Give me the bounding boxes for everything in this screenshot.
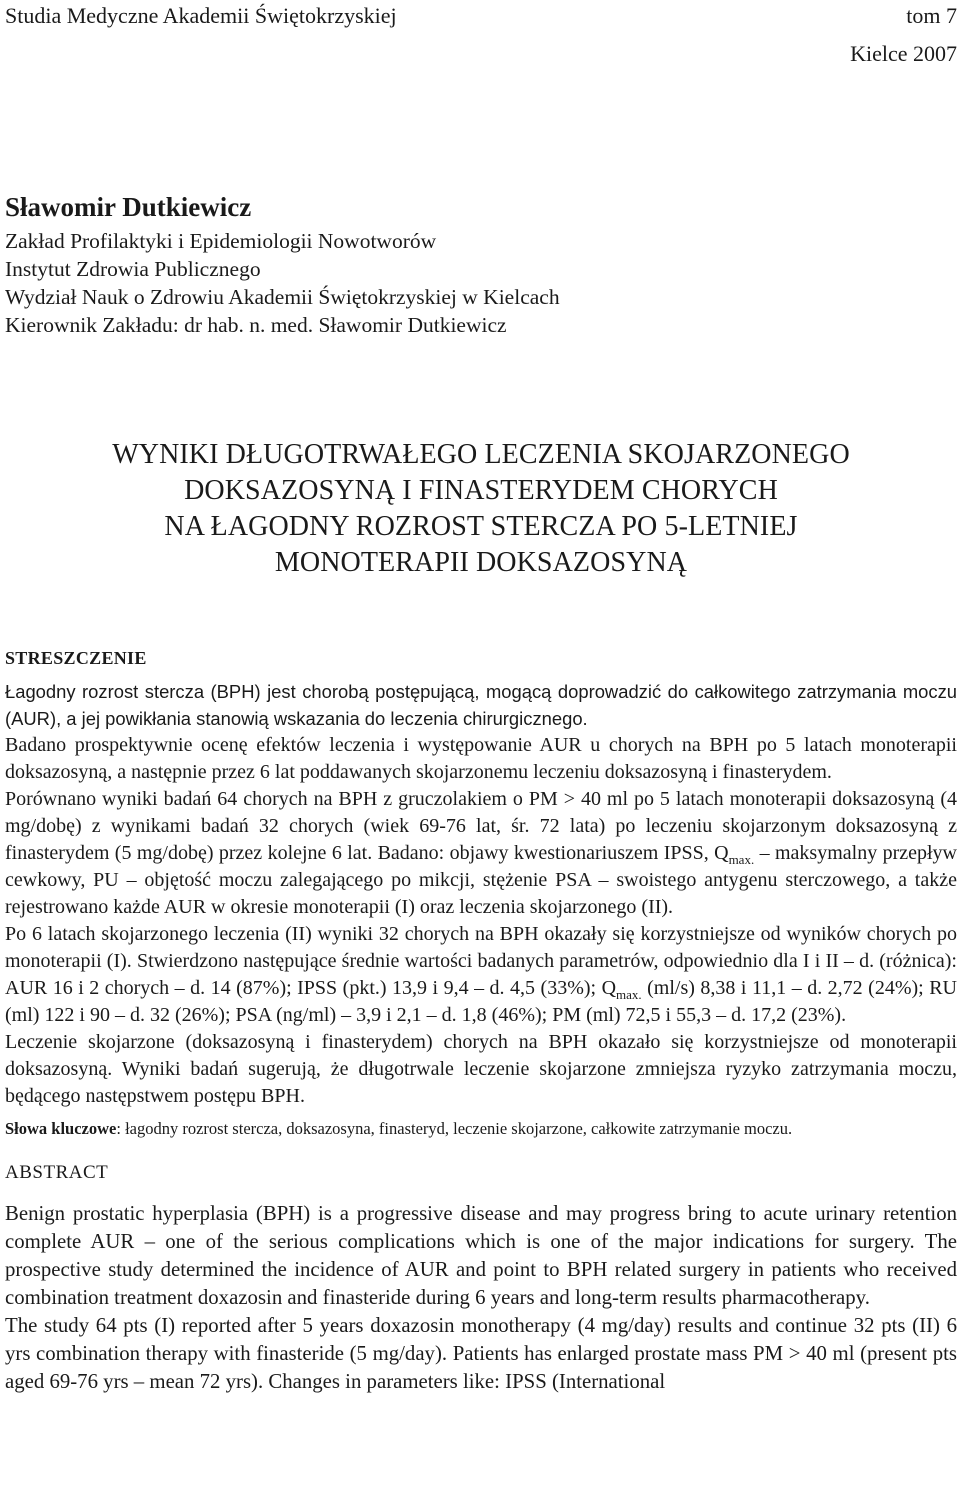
abstract-paragraph: Benign prostatic hyperplasia (BPH) is a progressive disease and may progress bring to acute urinary retention complete AUR – one of the serious complications which is one of the major indications for surgery. The prospective study determined the incidence of AUR and point to BPH related surgery in patients who received combination treatment doxazosin and finasteride during 6 years and long-term results pharmacotherapy. <box>5 1202 957 1309</box>
abstract-heading: ABSTRACT <box>5 1162 109 1183</box>
title-line: MONOTERAPII DOKSAZOSYNĄ <box>274 547 688 578</box>
journal-place-year: Kielce 2007 <box>850 41 957 66</box>
article-title <box>5 437 957 581</box>
affiliation-line: Wydział Nauk o Zdrowiu Akademii Świętokrzyskiej w Kielcach <box>5 285 560 309</box>
subscript: max. <box>616 987 642 1002</box>
paragraph-text: Po 6 latach skojarzonego leczenia (II) wyniki 32 chorych na BPH okazały się korzystniejsze od wyników chorych po monoterapii (I). Stwierdzono następujące średnie wartości badanych parametrów, odpowiednio dla I i II – d. (różnica): AUR 16 i 2 chorych – d. 14 (87%); IPSS (pkt.) 13,9 i 9,4 – d. 4,5 (33%); Q <box>5 923 957 999</box>
paragraph-text: – maksymalny przepływ cewkowy, PU – objętość moczu zalegającego po mikcji, stężenie PSA – swoistego antygenu sterczowego, a także rejestrowano każde AUR w okresie monoterapii (I) oraz leczenia skojarzonego (II). <box>5 842 957 918</box>
streszczenie-paragraph: Łagodny rozrost stercza (BPH) jest chorobą postępującą, mogącą doprowadzić do całkowitego zatrzymania moczu (AUR), a jej powikłania stanowią wskazania do leczenia chirurgicznego. <box>5 681 957 729</box>
abstract-body <box>5 1200 957 1396</box>
journal-volume: tom 7 <box>906 3 957 28</box>
journal-name: Studia Medyczne Akademii Świętokrzyskiej <box>5 3 397 28</box>
paragraph-text: Porównano wyniki badań 64 chorych na BPH z gruczolakiem o PM > 40 ml po 5 latach monoterapii doksazosyną (4 mg/dobę) z wynikami badań 32 chorych (wiek 69-76 lat, śr. 72 lata) po leczeniu skojarzonym doksazosyną z finasterydem (5 mg/dobę) przez kolejne 6 lat. Badano: objawy kwestionariuszem IPSS, Q <box>5 788 957 864</box>
author-block <box>5 190 957 339</box>
paragraph-text: (ml/s) 8,38 i 11,1 – d. 2,72 (24%); RU (ml) 122 i 90 – d. 32 (26%); PSA (ng/ml) – 3,9 i 2,1 – d. 1,8 (46%); PM (ml) 72,5 i 55,3 – d. 17,2 (23%). <box>5 977 957 1026</box>
keywords-text: : łagodny rozrost stercza, doksazosyna, finasteryd, leczenie skojarzone, całkowite zatrzymanie moczu. <box>116 1119 793 1138</box>
title-line: WYNIKI DŁUGOTRWAŁEGO LECZENIA SKOJARZONEGO <box>112 439 850 470</box>
affiliation-line: Instytut Zdrowia Publicznego <box>5 257 261 281</box>
keywords-label: Słowa kluczowe <box>5 1119 117 1138</box>
title-line: NA ŁAGODNY ROZROST STERCZA PO 5-LETNIEJ <box>164 511 798 542</box>
streszczenie-body <box>5 678 957 1110</box>
author-name: Sławomir Dutkiewicz <box>5 192 252 222</box>
streszczenie-paragraph <box>5 786 957 921</box>
keywords-line <box>5 1118 957 1140</box>
subscript: max. <box>728 852 755 867</box>
running-header <box>5 3 957 29</box>
streszczenie-paragraph: Badano prospektywnie ocenę efektów leczenia i występowanie AUR u chorych na BPH po 5 latach monoterapii doksazosyną, a następnie przez 6 lat poddawanych skojarzonemu leczeniu doksazosyną i finasterydem. <box>5 734 957 783</box>
affiliation-line: Kierownik Zakładu: dr hab. n. med. Sławomir Dutkiewicz <box>5 313 507 337</box>
journal-page <box>5 0 957 1396</box>
title-line: DOKSAZOSYNĄ I FINASTERYDEM CHORYCH <box>184 475 778 506</box>
streszczenie-paragraph <box>5 921 957 1029</box>
streszczenie-heading: STRESZCZENIE <box>5 648 147 668</box>
affiliation-line: Zakład Profilaktyki i Epidemiologii Nowotworów <box>5 229 437 253</box>
abstract-paragraph: The study 64 pts (I) reported after 5 years doxazosin monotherapy (4 mg/day) results and continue 32 pts (II) 6 yrs combination therapy with finasteride (5 mg/day). Patients has enlarged prostate mass PM > 40 ml (present pts aged 69-76 yrs – mean 72 yrs). Changes in parameters like: IPSS (International <box>5 1314 957 1393</box>
streszczenie-paragraph: Leczenie skojarzone (doksazosyną i finasterydem) chorych na BPH okazało się korzystniejsze od monoterapii doksazosyną. Wyniki badań sugerują, że długotrwale leczenie skojarzone zmniejsza ryzyko zatrzymania moczu, będącego następstwem postępu BPH. <box>5 1031 957 1107</box>
